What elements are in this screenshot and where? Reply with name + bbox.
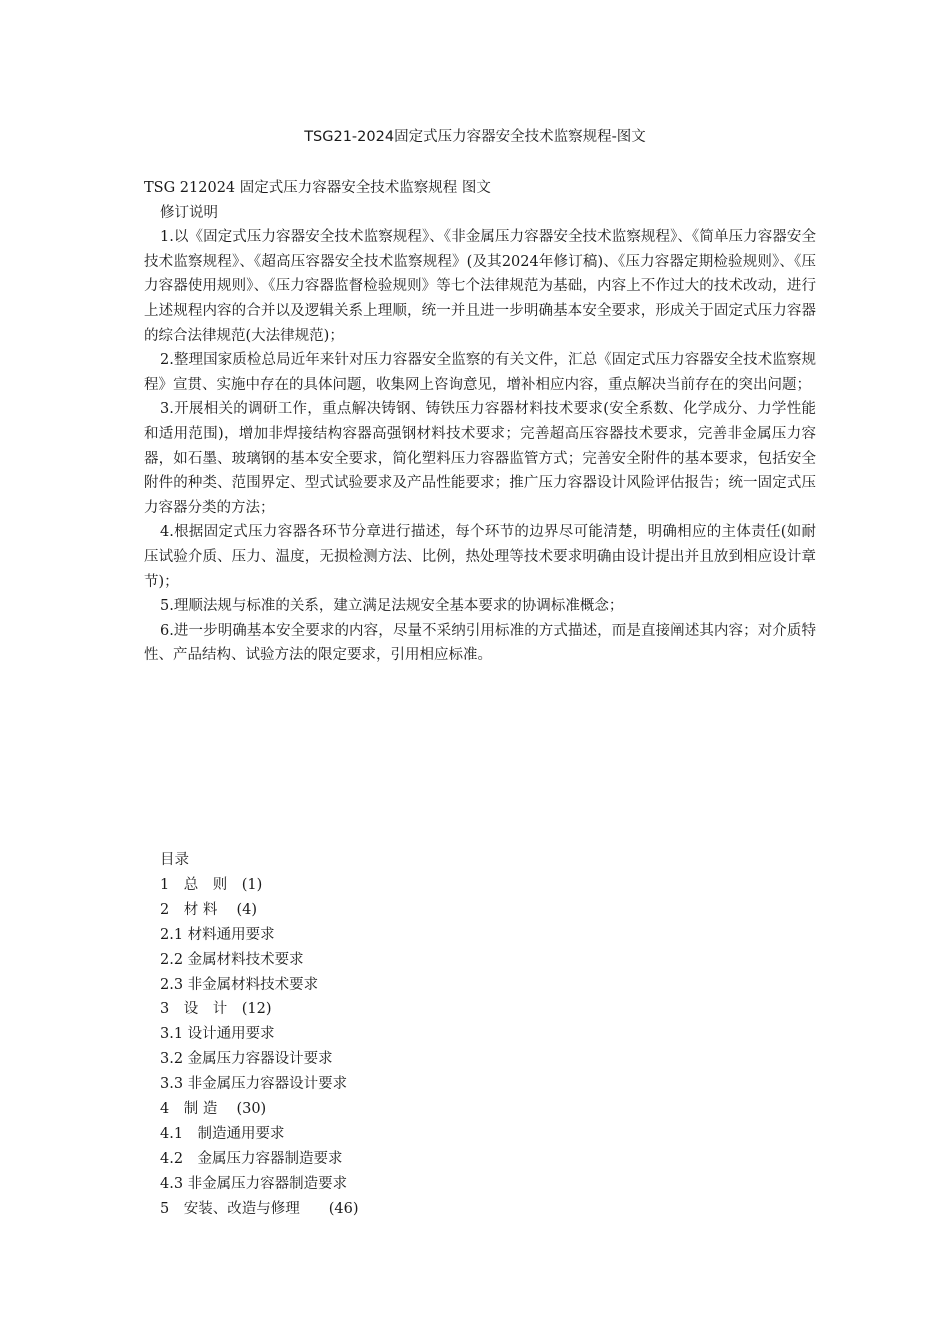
paragraph-6: 6.进一步明确基本安全要求的内容，尽量不采纳引用标准的方式描述，而是直接阐述其内容；对介质特性、产品结构、试验方法的限定要求，引用相应标准。 [144,622,816,664]
toc-item: 4.1 制造通用要求 [160,1125,285,1142]
paragraph-4: 4.根据固定式压力容器各环节分章进行描述，每个环节的边界尽可能清楚，明确相应的主体责任(如耐压试验介质、压力、温度，无损检测方法、比例，热处理等技术要求明确由设计提出并且放到相应设计章节)； [144,524,816,590]
toc-item: 4.2 金属压力容器制造要求 [160,1150,343,1167]
toc-item: 5 安装、改造与修理 (46) [160,1200,359,1217]
document-heading: TSG 212024 固定式压力容器安全技术监察规程 图文 [144,180,491,196]
toc-item: 2.1 材料通用要求 [160,926,275,943]
toc-item: 3.3 非金属压力容器设计要求 [160,1076,348,1093]
page-title: TSG21-2024固定式压力容器安全技术监察规程-图文 [304,129,646,145]
revision-title: 修订说明 [160,204,218,221]
toc-item: 1 总 则 (1) [160,876,263,893]
toc-item: 3 设 计 (12) [160,1001,272,1018]
toc-item: 4 制 造 (30) [160,1101,267,1118]
toc-item: 3.2 金属压力容器设计要求 [160,1051,333,1068]
paragraph-5: 5.理顺法规与标准的关系，建立满足法规安全基本要求的协调标准概念； [160,598,624,615]
toc-item: 4.3 非金属压力容器制造要求 [160,1175,348,1192]
paragraph-1: 1.以《固定式压力容器安全技术监察规程》、《非金属压力容器安全技术监察规程》、《简单压力容器安全技术监察规程》、《超高压容器安全技术监察规程》(及其2024年修订稿)、《压力容器定期检验规则》、《压力容器使用规则》、《压力容器监督检验规则》等七个法律规范为基础，内容上不作过大的技术改动，进行上述规程内容的合并以及逻辑关系上理顺，统一并且进一步明确基本安全要求，形成关于固定式压力容器的综合法律规范(大法律规范)； [144,229,816,344]
paragraph-3: 3.开展相关的调研工作，重点解决铸钢、铸铁压力容器材料技术要求(安全系数、化学成分、力学性能和适用范围)，增加非焊接结构容器高强钢材料技术要求；完善超高压容器技术要求，完善非金属压力容器，如石墨、玻璃钢的基本安全要求，简化塑料压力容器监管方式；完善安全附件的基本要求，包括安全附件的种类、范围界定、型式试验要求及产品性能要求；推广压力容器设计风险评估报告；统一固定式压力容器分类的方法； [144,401,816,516]
toc-item: 2.3 非金属材料技术要求 [160,976,319,993]
toc-item: 2.2 金属材料技术要求 [160,951,304,968]
toc-item: 2 材 料 (4) [160,901,257,918]
table-of-contents [160,848,760,1222]
toc-title: 目录 [160,852,189,868]
paragraph-2: 2.整理国家质检总局近年来针对压力容器安全监察的有关文件，汇总《固定式压力容器安全技术监察规程》宣贯、实施中存在的具体问题，收集网上咨询意见，增补相应内容，重点解决当前存在的突出问题； [144,352,816,393]
toc-item: 3.1 设计通用要求 [160,1026,275,1043]
document-body [144,176,816,668]
